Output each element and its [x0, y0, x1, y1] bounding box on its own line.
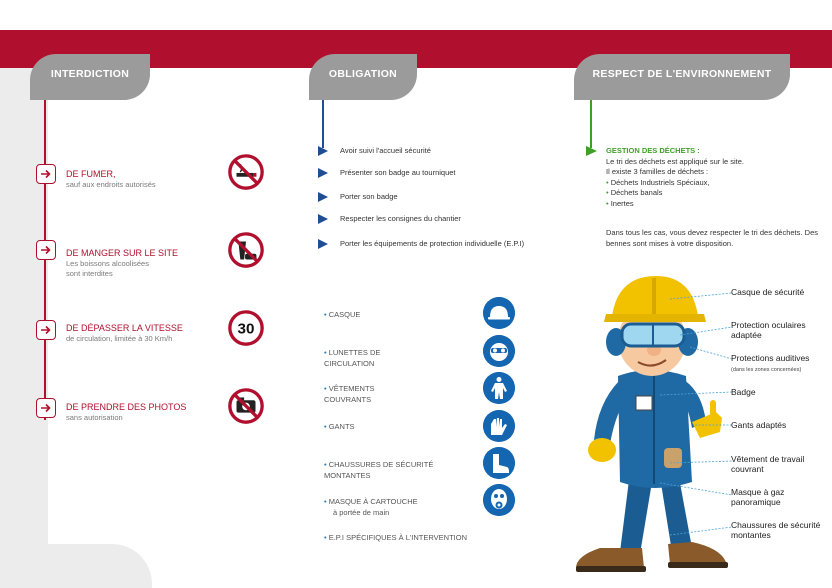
waste-title: GESTION DES DÉCHETS : — [606, 146, 700, 155]
epi-label: MASQUE À CARTOUCHE — [328, 497, 418, 506]
gas-mask-icon — [483, 484, 515, 516]
char-label-ear-note: (dans les zones concernées) — [731, 366, 802, 373]
interdiction-title: INTERDICTION — [50, 68, 130, 80]
epi-item: • LUNETTES DE CIRCULATION — [324, 348, 381, 368]
goggles-icon — [483, 335, 515, 367]
waste-line: Le tri des déchets est appliqué sur le site. — [606, 156, 744, 166]
obligation-item: Porter les équipements de protection individuelle (E.P.I) — [340, 239, 525, 248]
gloves-icon — [483, 410, 515, 442]
no-camera-icon — [227, 387, 265, 425]
arrow-icon — [36, 240, 56, 260]
bullet-triangle-icon — [586, 146, 597, 156]
bullet-triangle-icon — [318, 146, 328, 156]
interdiction-item-title: DE PRENDRE DES PHOTOS — [66, 402, 187, 412]
speed-limit-icon — [227, 309, 265, 347]
char-label-ear-text: Protections auditives — [731, 353, 810, 363]
waste-management-block — [606, 146, 816, 209]
obligation-item: Respecter les consignes du chantier — [340, 214, 461, 223]
epi-label: E.P.I SPÉCIFIQUES À L'INTERVENTION — [328, 533, 467, 542]
epi-item: • E.P.I SPÉCIFIQUES À L'INTERVENTION — [324, 533, 467, 542]
obligation-item: Avoir suivi l'accueil sécurité — [340, 146, 431, 155]
char-label-helmet: Casque de sécurité — [731, 287, 805, 297]
waste-bullet-text: Inertes — [610, 198, 634, 208]
helmet-icon — [483, 297, 515, 329]
interdiction-line — [44, 100, 46, 420]
waste-line: Il existe 3 familles de déchets : — [606, 167, 709, 176]
char-label-gloves: Gants adaptés — [731, 420, 787, 430]
interdiction-item-sub: sauf aux endroits autorisés — [66, 180, 156, 189]
interdiction-item-sub: Les boissons alcoolisées — [66, 259, 149, 268]
char-label-gas-mask: Masque à gaz panoramique — [731, 487, 785, 507]
obligation-line — [322, 100, 324, 148]
tab-environnement — [574, 54, 790, 100]
environnement-line — [590, 100, 592, 148]
char-label-ear — [731, 354, 831, 375]
bullet-triangle-icon — [318, 168, 328, 178]
epi-label: VÊTEMENTS COUVRANTS — [324, 384, 375, 404]
epi-label: CHAUSSURES DE SÉCURITÉ MONTANTES — [324, 460, 434, 480]
char-label-boots: Chaussures de sécurité montantes — [731, 520, 821, 540]
boots-icon — [483, 447, 515, 479]
interdiction-item-title: DE DÉPASSER LA VITESSE — [66, 323, 183, 333]
epi-label: GANTS — [328, 422, 355, 431]
epi-item: • CASQUE — [324, 310, 361, 319]
waste-bullet: • Inertes — [606, 198, 634, 208]
interdiction-item-title: DE FUMER, — [66, 169, 116, 179]
worker-boot-left — [576, 548, 644, 568]
interdiction-item-sub: sont interdites — [66, 269, 113, 278]
arrow-icon — [36, 164, 56, 184]
epi-item: • VÊTEMENTS COUVRANTS — [324, 384, 375, 404]
char-label-goggles: Protection oculaires adaptée — [731, 320, 806, 340]
epi-sub: à portée de main — [333, 508, 390, 517]
arrow-icon — [36, 398, 56, 418]
obligation-item: Porter son badge — [340, 192, 398, 201]
bullet-triangle-icon — [318, 214, 328, 224]
waste-bullet: • Déchets banals — [606, 188, 663, 197]
obligation-title: OBLIGATION — [328, 68, 398, 80]
waste-bullet-text: Déchets Industriels Spéciaux, — [610, 177, 710, 187]
interdiction-item-title: DE MANGER SUR LE SITE — [66, 248, 179, 258]
epi-item: • GANTS — [324, 422, 355, 431]
environnement-title: RESPECT DE L'ENVIRONNEMENT — [592, 68, 772, 80]
waste-bullet: • Déchets Industriels Spéciaux, — [606, 177, 710, 187]
char-label-clothing: Vêtement de travail couvrant — [731, 454, 805, 474]
epi-item: • MASQUE À CARTOUCHE à portée de main — [324, 497, 418, 517]
waste-bullet-text: Déchets banals — [610, 188, 663, 197]
worker-glove-left — [588, 438, 616, 462]
epi-label: CASQUE — [328, 310, 361, 319]
arrow-icon — [36, 320, 56, 340]
char-label-badge: Badge — [731, 387, 756, 397]
no-food-drink-icon — [227, 231, 265, 269]
epi-label: LUNETTES DE CIRCULATION — [324, 348, 381, 368]
tab-interdiction — [30, 54, 150, 100]
label-connectors — [660, 285, 735, 555]
waste-paragraph: Dans tous les cas, vous devez respecter le tri des déchets. Des bennes sont mises à votre disposition. — [606, 228, 818, 248]
worker-badge — [636, 396, 652, 410]
obligation-item: Présenter son badge au tourniquet — [340, 168, 456, 177]
coverall-icon — [483, 372, 515, 404]
epi-item: • CHAUSSURES DE SÉCURITÉ MONTANTES — [324, 460, 434, 480]
interdiction-item-sub: de circulation, limitée à 30 Km/h — [66, 334, 173, 343]
bullet-triangle-icon — [318, 239, 328, 249]
bottom-gray-shape — [0, 544, 152, 588]
interdiction-item-sub: sans autorisation — [66, 413, 123, 422]
speed-limit-text: 30 — [237, 320, 255, 338]
tab-obligation — [309, 54, 417, 100]
no-smoking-icon — [227, 153, 265, 191]
bullet-triangle-icon — [318, 192, 328, 202]
